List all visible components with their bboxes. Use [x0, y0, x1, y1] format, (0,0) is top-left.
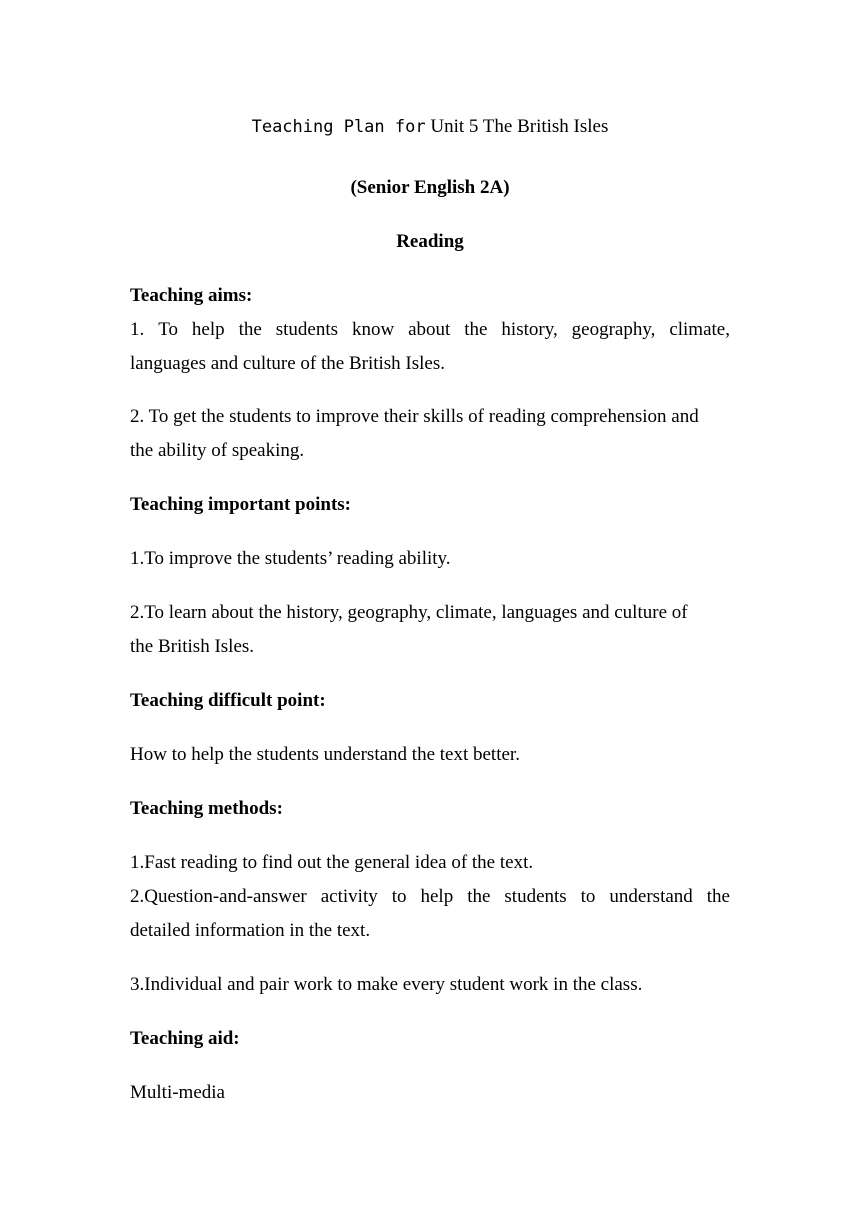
important-points-item1: 1.To improve the students’ reading ability.	[130, 548, 451, 569]
word: climate,	[669, 319, 730, 340]
word: To	[158, 319, 178, 340]
word: students	[275, 319, 338, 340]
aid-heading: Teaching aid:	[130, 1028, 240, 1049]
methods-item3: 3.Individual and pair work to make every student work in the class.	[130, 974, 643, 995]
word: students	[504, 886, 567, 907]
section-heading: Reading	[396, 231, 464, 252]
word: help	[191, 319, 225, 340]
aims-item1-line2: languages and culture of the British Isles.	[130, 353, 446, 374]
word: 1.	[130, 319, 145, 340]
difficult-point-text: How to help the students understand the text better.	[130, 744, 520, 765]
word: understand	[609, 886, 693, 907]
word: to	[391, 886, 407, 907]
difficult-point-heading: Teaching difficult point:	[130, 690, 326, 711]
important-points-heading: Teaching important points:	[130, 494, 351, 515]
aims-item2-line2: the ability of speaking.	[130, 440, 305, 461]
document-subtitle: (Senior English 2A)	[350, 177, 510, 198]
word: know	[351, 319, 395, 340]
word: activity	[320, 886, 378, 907]
word: 2.Question-and-answer	[130, 886, 307, 907]
document-title	[0, 115, 860, 139]
methods-item2-line1	[130, 885, 730, 909]
aims-heading: Teaching aims:	[130, 285, 253, 306]
word: the	[706, 886, 730, 907]
word: to	[580, 886, 596, 907]
methods-item1: 1.Fast reading to find out the general idea of the text.	[130, 852, 534, 873]
word: help	[420, 886, 454, 907]
aims-item1-line1	[130, 318, 730, 342]
word: history,	[501, 319, 558, 340]
word: the	[238, 319, 262, 340]
title-main: Unit 5 The British Isles	[430, 116, 609, 137]
important-points-item2-line1: 2.To learn about the history, geography, climate, languages and culture of	[130, 602, 688, 623]
word: about	[408, 319, 451, 340]
title-prefix: Teaching Plan for	[251, 117, 426, 137]
word: the	[464, 319, 488, 340]
word: geography,	[571, 319, 656, 340]
important-points-item2-line2: the British Isles.	[130, 636, 255, 657]
aid-text: Multi-media	[130, 1082, 225, 1103]
aims-item2-line1: 2. To get the students to improve their skills of reading comprehension and	[130, 406, 699, 427]
methods-heading: Teaching methods:	[130, 798, 283, 819]
methods-item2-line2: detailed information in the text.	[130, 920, 371, 941]
word: the	[467, 886, 491, 907]
